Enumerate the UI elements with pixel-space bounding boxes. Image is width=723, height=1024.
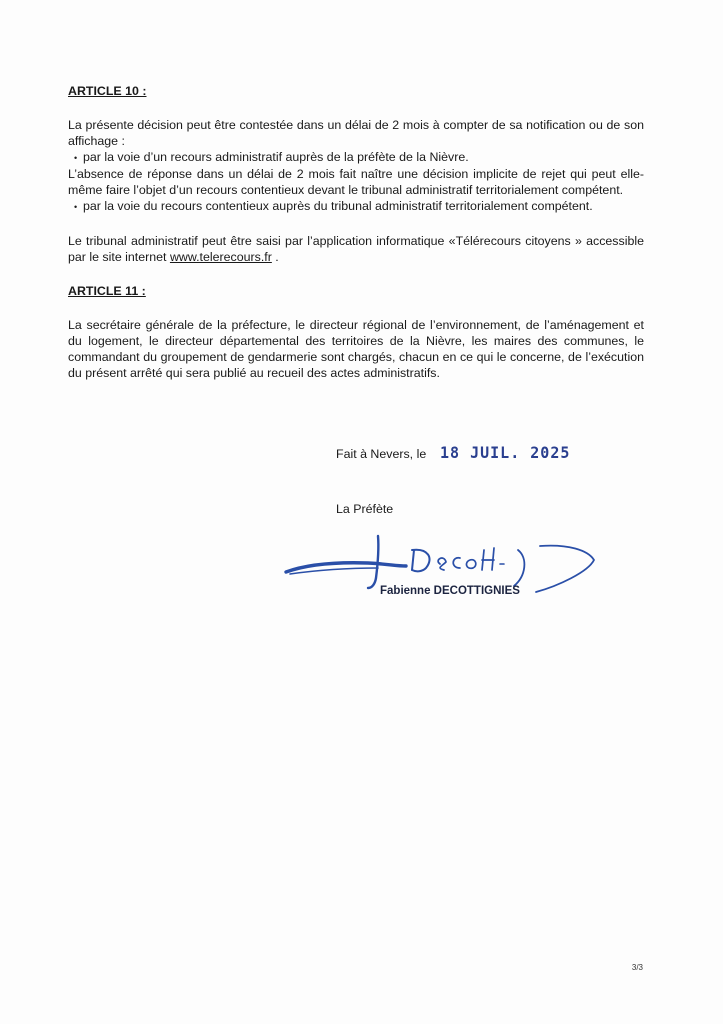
telerecours-link[interactable]: www.telerecours.fr: [169, 250, 272, 264]
page-number: 3/3: [631, 963, 643, 972]
signatory-role: La Préfète: [336, 502, 394, 516]
article-11-title: ARTICLE 11 :: [68, 284, 146, 298]
date-stamp: 18 JUIL. 2025: [440, 443, 571, 463]
article-10-bullet-2: • par la voie du recours contentieux auprès du tribunal administratif territorialement compétent.: [74, 199, 593, 213]
article-10-title: ARTICLE 10 :: [68, 84, 147, 98]
document-body: [68, 83, 644, 381]
bullet-icon: •: [74, 202, 78, 212]
article-10-paragraph-3: Le tribunal administratif peut être saisi par l’application informatique «Télérecours citoyens » accessible par le site internet www.telerecours.fr .: [68, 234, 644, 264]
bullet-icon: •: [74, 153, 78, 163]
signer-name: Fabienne DECOTTIGNIES: [380, 585, 520, 597]
article-10-bullet-1: • par la voie d’un recours administratif auprès de la préfète de la Nièvre.: [74, 150, 469, 164]
article-10-paragraph-2: L’absence de réponse dans un délai de 2 mois fait naître une décision implicite de rejet qui peut elle-même faire l’objet d’un recours contentieux devant le tribunal administratif territorialement compétent.: [68, 167, 644, 197]
article-10-paragraph-1: La présente décision peut être contestée dans un délai de 2 mois à compter de sa notification ou de son affichage :: [68, 118, 644, 148]
article-11-paragraph-1: La secrétaire générale de la préfecture, le directeur régional de l’environnement, de l’aménagement et du logement, le directeur départemental des territoires de la Nièvre, les maires des communes, le commandant du groupement de gendarmerie sont chargés, chacun en ce qui le concerne, de l’exécution du présent arrêté qui sera publié au recueil des actes administratifs.: [68, 318, 644, 380]
signature-place: Fait à Nevers, le: [336, 447, 427, 461]
